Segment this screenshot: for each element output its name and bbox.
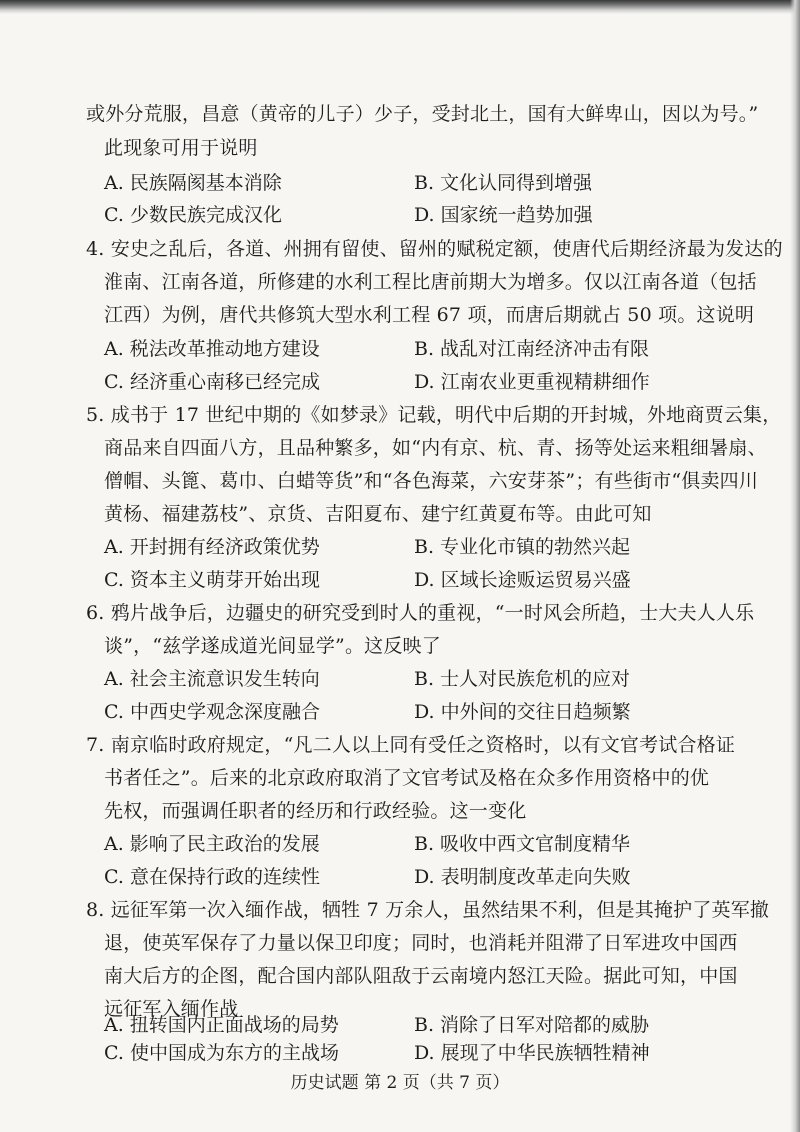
q7-option-d[interactable]: D. 表明制度改革走向失败 [414,866,631,888]
q4-stem-line3: 江西）为例，唐代共修筑大型水利工程 67 项，而唐后期就占 50 项。这说明 [104,304,755,326]
q5-stem-line2: 商品来自四面八方，且品种繁多，如“内有京、杭、青、扬等处运来粗细暑扇、 [104,437,767,459]
q5-option-a[interactable]: A. 开封拥有经济政策优势 [104,536,320,558]
q3-option-c[interactable]: C. 少数民族完成汉化 [104,204,282,226]
q5-option-d[interactable]: D. 区域长途贩运贸易兴盛 [414,569,631,591]
q8-option-c[interactable]: C. 使中国成为东方的主战场 [104,1042,339,1064]
q8-stem-line1: 8. 远征军第一次入缅作战，牺牲 7 万余人，虽然结果不利，但是其掩护了英军撤 [86,899,770,921]
page-footer: 历史试题 第 2 页（共 7 页） [290,1073,510,1093]
q3-continued-line2: 此现象可用于说明 [104,137,258,159]
q3-option-a[interactable]: A. 民族隔阂基本消除 [104,172,282,194]
q8-option-b[interactable]: B. 消除了日军对陪都的威胁 [414,1014,650,1036]
q8-stem-line2: 退，使英军保存了力量以保卫印度；同时，也消耗并阻滞了日军进攻中国西 [104,932,738,954]
q5-stem-line1: 5. 成书于 17 世纪中期的《如梦录》记载，明代中后期的开封城，外地商贾云集， [86,404,782,426]
q6-option-b[interactable]: B. 士人对民族危机的应对 [414,668,631,690]
q7-option-c[interactable]: C. 意在保持行政的连续性 [104,866,320,888]
q5-stem-line3: 僧帽、头篦、葛巾、白蜡等货”和“各色海菜，六安芽茶”；有些街市“俱卖四川 [104,470,759,492]
q6-stem-line2: 谈”，“兹学遂成道光间显学”。这反映了 [104,635,441,657]
q7-option-b[interactable]: B. 吸收中西文官制度精华 [414,833,631,855]
q6-option-c[interactable]: C. 中西史学观念深度融合 [104,701,320,723]
q8-option-a[interactable]: A. 扭转国内正面战场的局势 [104,1014,339,1036]
q7-option-a[interactable]: A. 影响了民主政治的发展 [104,833,320,855]
q4-option-d[interactable]: D. 江南农业更重视精耕细作 [414,371,650,393]
q4-option-b[interactable]: B. 战乱对江南经济冲击有限 [414,338,650,360]
q3-option-b[interactable]: B. 文化认同得到增强 [414,172,593,194]
q6-option-a[interactable]: A. 社会主流意识发生转向 [104,668,320,690]
q8-stem-line3: 南大后方的企图，配合国内部队阻敌于云南境内怒江天险。据此可知，中国 [104,965,738,987]
q3-option-d[interactable]: D. 国家统一趋势加强 [414,204,593,226]
q4-stem-line1: 4. 安史之乱后，各道、州拥有留使、留州的赋税定额，使唐代后期经济最为发达的 [86,238,783,260]
q6-stem-line1: 6. 鸦片战争后，边疆史的研究受到时人的重视，“一时风会所趋，士大夫人人乐 [86,602,755,624]
q8-stem-line4: 远征军入缅作战 [104,998,239,1020]
q7-stem-line3: 先权，而强调任职者的经历和行政经验。这一变化 [104,800,527,822]
q7-stem-line1: 7. 南京临时政府规定，“凡二人以上同有受任之资格时，以有文官考试合格证 [86,734,736,756]
q5-option-b[interactable]: B. 专业化市镇的勃然兴起 [414,536,631,558]
q5-stem-line4: 黄杨、福建荔枝”、京货、吉阳夏布、建宁红黄夏布等。由此可知 [104,503,652,525]
q5-option-c[interactable]: C. 资本主义萌芽开始出现 [104,569,320,591]
q4-stem-line2: 淮南、江南各道，所修建的水利工程比唐前期大为增多。仅以江南各道（包括 [104,271,757,293]
q6-option-d[interactable]: D. 中外间的交往日趋频繁 [414,701,631,723]
q8-option-d[interactable]: D. 展现了中华民族牺牲精神 [414,1042,650,1064]
q7-stem-line2: 书者任之”。后来的北京政府取消了文官考试及格在众多作用资格中的优 [104,767,710,789]
q4-option-a[interactable]: A. 税法改革推动地方建设 [104,338,320,360]
q3-continued-line1: 或外分荒服，昌意（黄帝的儿子）少子，受封北土，国有大鲜卑山，因以为号。” [86,103,759,125]
q4-option-c[interactable]: C. 经济重心南移已经完成 [104,371,320,393]
